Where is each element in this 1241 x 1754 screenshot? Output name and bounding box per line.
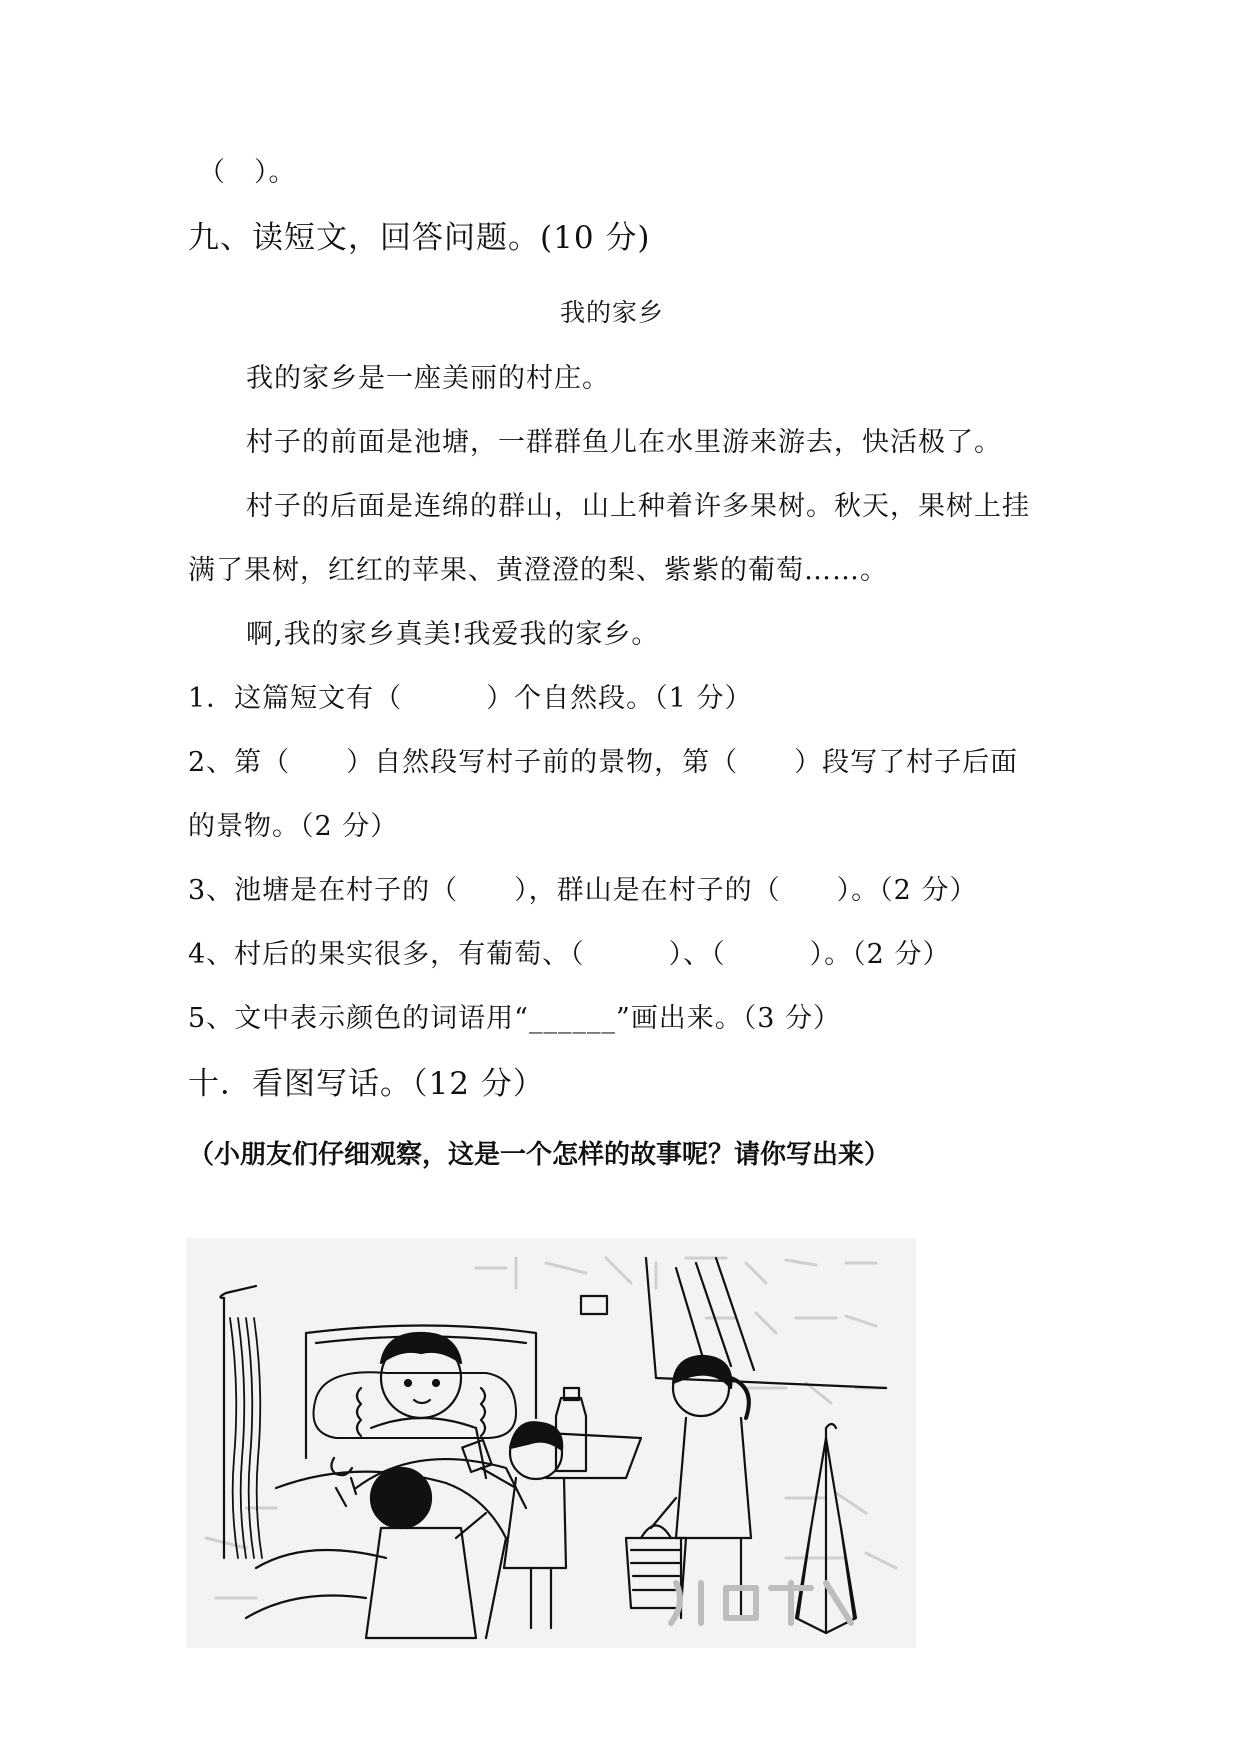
story-illustration [186,1238,916,1648]
paragraph-3-line-1: 村子的后面是连绵的群山，山上种着许多果树。秋天，果树上挂 [246,491,1030,522]
paragraph-2: 村子的前面是池塘，一群群鱼儿在水里游来游去，快活极了。 [246,427,1002,458]
section-9-heading: 九、读短文，回答问题。(10 分) [188,220,651,256]
question-4: 4、村后的果实很多，有葡萄、（ ）、（ ）。（2 分） [188,939,951,970]
paragraph-3-line-2: 满了果树，红红的苹果、黄澄澄的梨、紫紫的葡萄……。 [188,555,888,586]
question-2-line-2: 的景物。（2 分） [188,811,399,842]
bracket-line: （ ）。 [198,157,297,188]
paragraph-4: 啊,我的家乡真美!我爱我的家乡。 [246,619,660,650]
question-3: 3、池塘是在村子的（ ），群山是在村子的（ ）。（2 分） [188,875,978,906]
picture-instruction: （小朋友们仔细观察，这是一个怎样的故事呢？请你写出来） [188,1140,891,1170]
question-5: 5、文中表示颜色的词语用“______”画出来。（3 分） [188,1003,842,1034]
section-10-heading: 十．看图写话。（12 分） [188,1066,545,1102]
passage-title: 我的家乡 [560,298,665,327]
question-2-line-1: 2、第（ ）自然段写村子前的景物，第（ ）段写了村子后面 [188,747,1019,778]
paragraph-1: 我的家乡是一座美丽的村庄。 [246,363,610,394]
question-1: 1．这篇短文有（ ）个自然段。（1 分） [188,683,753,714]
